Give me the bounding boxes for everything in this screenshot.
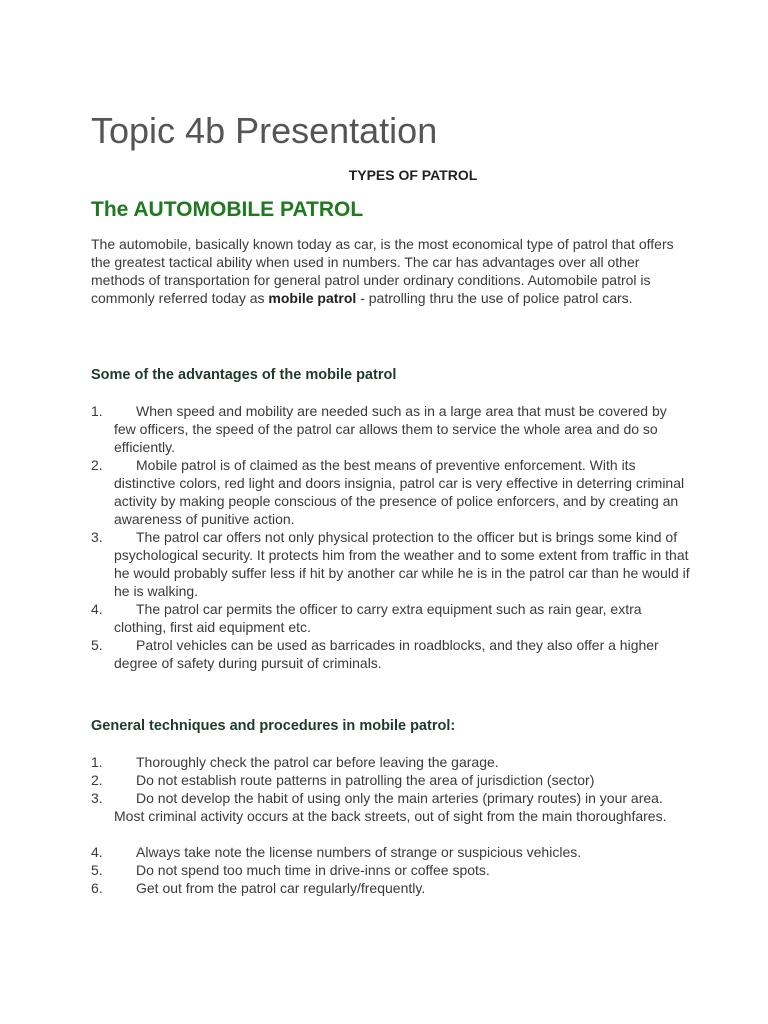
list-text: Do not establish route patterns in patrolling the area of jurisdiction (sector) [136,772,595,788]
list-text: Mobile patrol is of claimed as the best means of preventive enforcement. With its distinctive colors, red light and doors insignia, patrol car is very effective in deterring criminal activity by making people conscious of the presence of police enforcers, and by creating an awareness of punitive action. [114,457,685,527]
list-text: Do not spend too much time in drive-inns or coffee spots. [136,862,490,878]
page-subtitle: TYPES OF PATROL [348,167,478,183]
intro-text-start: The automobile, basically known today as car, is the most economical type of patrol that offers the greatest tactical ability when used in numbers. The car has advantages over all other methods of transportation for general patrol under ordinary conditions. Automobile patrol is commonly referred today as [91,236,674,306]
page-title: Topic 4b Presentation [91,110,438,151]
techniques-heading: General techniques and procedures in mobile patrol: [91,718,456,734]
list-item [91,879,691,897]
list-number: 1. [91,754,103,770]
techniques-list [91,753,691,897]
list-item [91,456,691,528]
list-number: 3. [91,529,103,545]
list-item [91,753,691,771]
list-item [91,402,691,456]
list-item [91,771,691,789]
list-number: 4. [91,601,103,617]
advantages-list [91,402,691,672]
list-item [91,528,691,600]
list-text: Patrol vehicles can be used as barricades in roadblocks, and they also offer a higher degree of safety during pursuit of criminals. [114,637,659,671]
list-item [91,600,691,636]
list-text: Get out from the patrol car regularly/frequently. [136,880,426,896]
intro-bold-term: mobile patrol [268,290,357,306]
list-number: 3. [91,790,103,806]
list-number: 1. [91,403,103,419]
list-text: Always take note the license numbers of strange or suspicious vehicles. [136,844,582,860]
list-text: The patrol car permits the officer to carry extra equipment such as rain gear, extra clothing, first aid equipment etc. [114,601,642,635]
list-number: 5. [91,862,103,878]
intro-paragraph [91,235,691,307]
list-number: 4. [91,844,103,860]
list-number: 2. [91,772,103,788]
list-item [91,843,691,861]
list-number: 2. [91,457,103,473]
list-item [91,861,691,879]
list-item [91,636,691,672]
list-text: Thoroughly check the patrol car before leaving the garage. [136,754,499,770]
section-heading: The AUTOMOBILE PATROL [91,198,364,221]
advantages-heading: Some of the advantages of the mobile patrol [91,367,397,383]
list-text: The patrol car offers not only physical protection to the officer but is brings some kind of psychological security. It protects him from the weather and to some extent from traffic in that he would probably suffer less if hit by another car while he is in the patrol car than he would if he is walking. [114,529,690,599]
intro-text-end: - patrolling thru the use of police patrol cars. [356,290,633,306]
list-text: When speed and mobility are needed such as in a large area that must be covered by few officers, the speed of the patrol car allows them to service the whole area and do so efficiently. [114,403,667,455]
list-item [91,789,691,825]
list-number: 6. [91,880,103,896]
list-text: Do not develop the habit of using only the main arteries (primary routes) in your area. Most criminal activity occurs at the back streets, out of sight from the main thoroughfares. [114,790,667,824]
list-number: 5. [91,637,103,653]
